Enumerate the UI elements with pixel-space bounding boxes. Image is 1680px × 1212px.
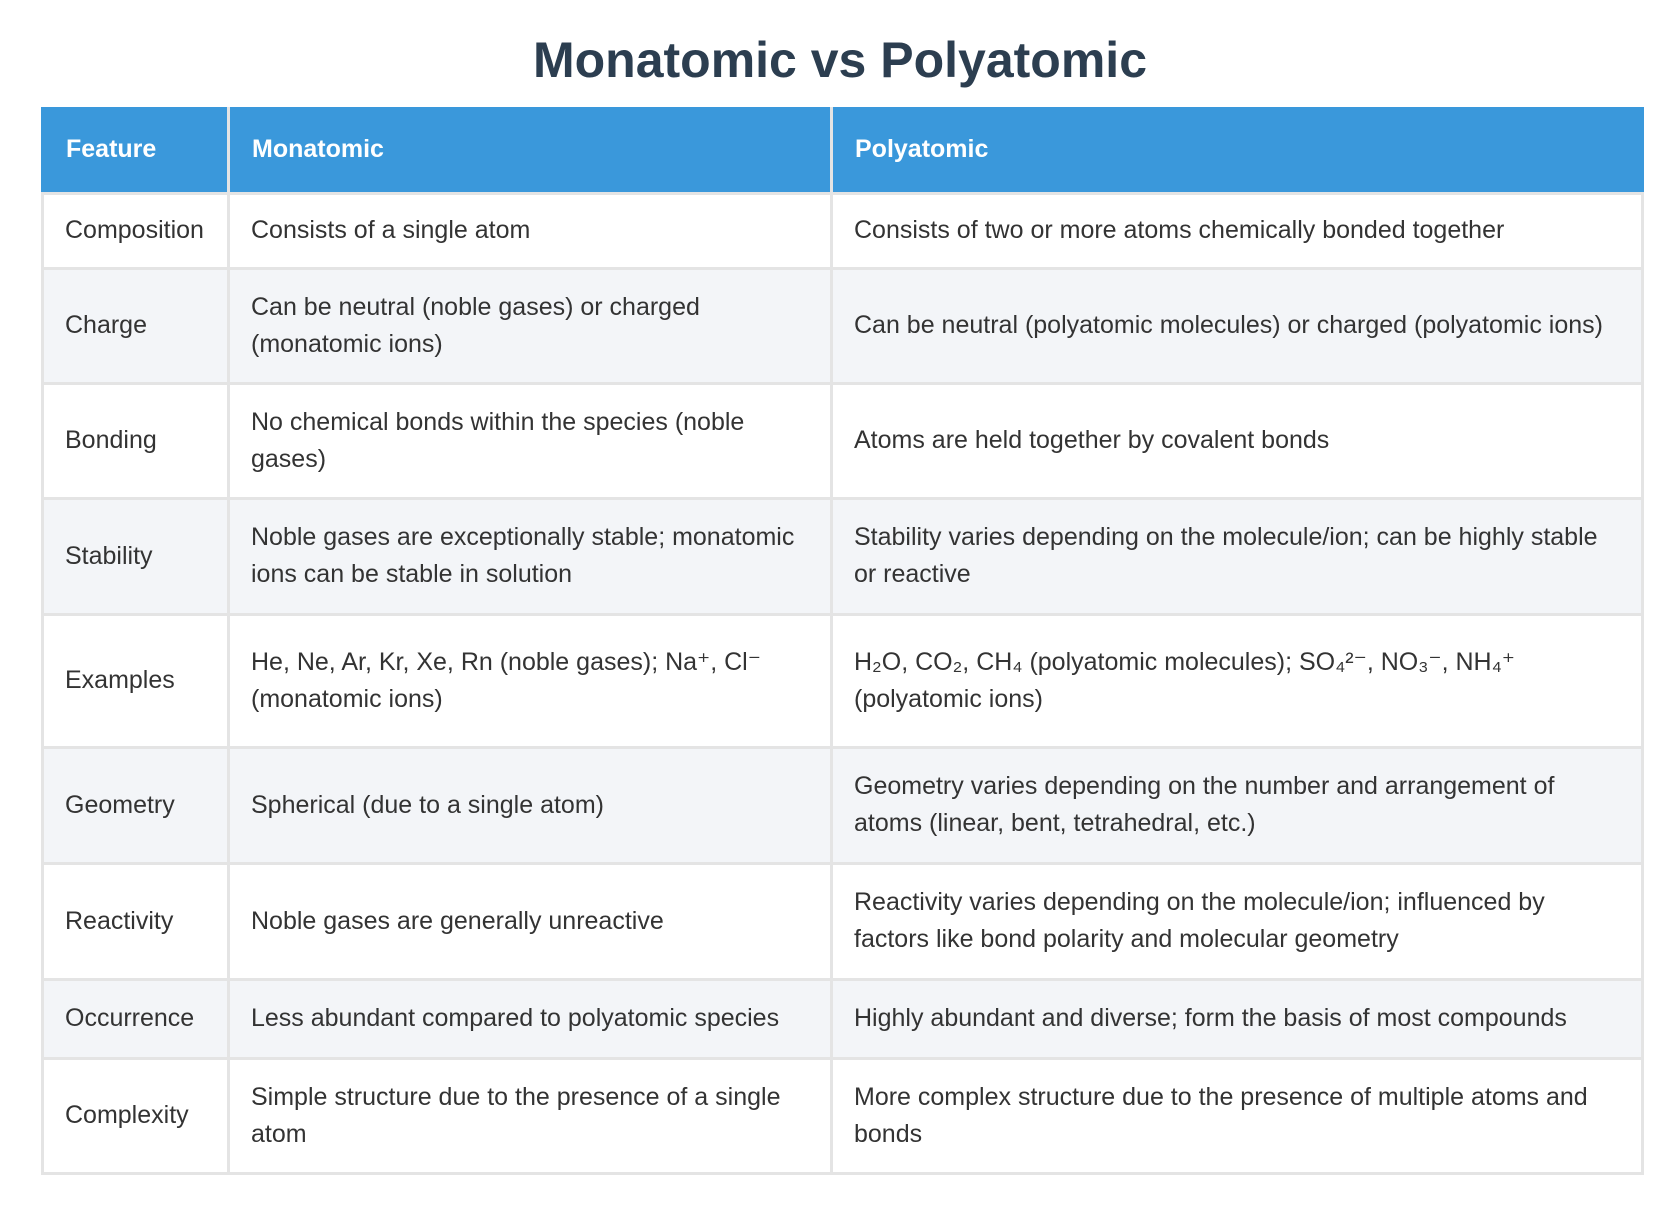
feature-cell: Composition xyxy=(43,193,229,268)
table-row xyxy=(43,268,1643,383)
monatomic-cell: No chemical bonds within the species (noble gases) xyxy=(229,383,832,498)
feature-cell: Stability xyxy=(43,498,229,614)
monatomic-cell: Less abundant compared to polyatomic species xyxy=(229,979,832,1058)
table-row xyxy=(43,193,1643,268)
polyatomic-cell: Geometry varies depending on the number and arrangement of atoms (linear, bent, tetrahedral, etc.) xyxy=(832,747,1643,863)
polyatomic-cell: Highly abundant and diverse; form the basis of most compounds xyxy=(832,979,1643,1058)
header-monatomic: Monatomic xyxy=(229,107,832,193)
monatomic-cell: He, Ne, Ar, Kr, Xe, Rn (noble gases); Na⁺, Cl⁻ (monatomic ions) xyxy=(229,614,832,747)
monatomic-cell: Noble gases are exceptionally stable; monatomic ions can be stable in solution xyxy=(229,498,832,614)
feature-cell: Occurrence xyxy=(43,979,229,1058)
monatomic-cell: Spherical (due to a single atom) xyxy=(229,747,832,863)
comparison-table xyxy=(41,107,1644,1175)
page-title: Monatomic vs Polyatomic xyxy=(532,32,1148,88)
table-row xyxy=(43,979,1643,1058)
monatomic-cell: Noble gases are generally unreactive xyxy=(229,863,832,979)
monatomic-cell: Consists of a single atom xyxy=(229,193,832,268)
polyatomic-cell: Atoms are held together by covalent bonds xyxy=(832,383,1643,498)
feature-cell: Charge xyxy=(43,268,229,383)
feature-cell: Complexity xyxy=(43,1058,229,1173)
polyatomic-cell: Consists of two or more atoms chemically bonded together xyxy=(832,193,1643,268)
table-row xyxy=(43,383,1643,498)
monatomic-cell: Simple structure due to the presence of a single atom xyxy=(229,1058,832,1173)
feature-cell: Examples xyxy=(43,614,229,747)
polyatomic-cell: Stability varies depending on the molecule/ion; can be highly stable or reactive xyxy=(832,498,1643,614)
feature-cell: Bonding xyxy=(43,383,229,498)
table-row xyxy=(43,747,1643,863)
polyatomic-cell: Can be neutral (polyatomic molecules) or charged (polyatomic ions) xyxy=(832,268,1643,383)
feature-cell: Geometry xyxy=(43,747,229,863)
monatomic-cell: Can be neutral (noble gases) or charged (monatomic ions) xyxy=(229,268,832,383)
header-feature: Feature xyxy=(43,107,229,193)
polyatomic-cell: H₂O, CO₂, CH₄ (polyatomic molecules); SO₄²⁻, NO₃⁻, NH₄⁺ (polyatomic ions) xyxy=(832,614,1643,747)
table-header-row xyxy=(43,107,1643,193)
polyatomic-cell: Reactivity varies depending on the molecule/ion; influenced by factors like bond polarity and molecular geometry xyxy=(832,863,1643,979)
polyatomic-cell: More complex structure due to the presence of multiple atoms and bonds xyxy=(832,1058,1643,1173)
table-row xyxy=(43,614,1643,747)
header-polyatomic: Polyatomic xyxy=(832,107,1643,193)
feature-cell: Reactivity xyxy=(43,863,229,979)
table-row xyxy=(43,498,1643,614)
table-row xyxy=(43,1058,1643,1173)
table-row xyxy=(43,863,1643,979)
